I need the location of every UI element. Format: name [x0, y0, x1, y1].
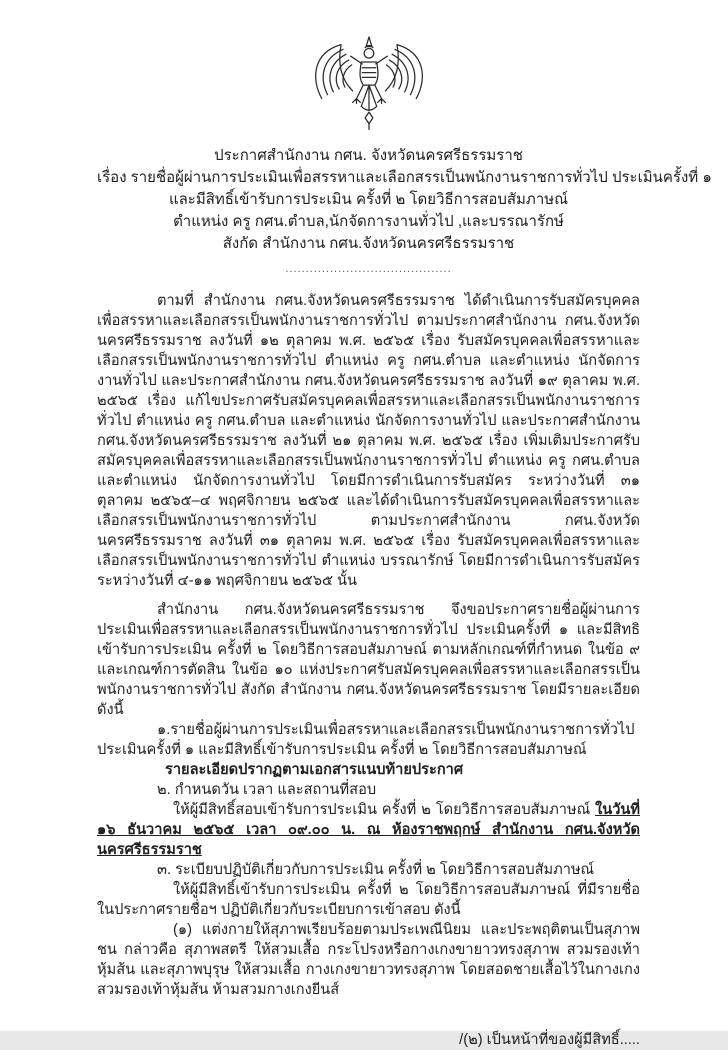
garuda-emblem-icon — [305, 35, 433, 141]
interview-instructions: ให้ผู้มีสิทธิ์เข้ารับการประเมิน ครั้งที่ ๒ โดยวิธีการสอบสัมภาษณ์ ที่มีรายชื่อในประกาศรายชื่อฯ ปฏิบัติเกี่ยวกับระเบียบการเข้าสอบ ดังนี้ — [97, 882, 640, 918]
dress-code-clause: (๑) แต่งกายให้สุภาพเรียบร้อยตามประเพณีนิยม และประพฤติตนเป็นสุภาพชน กล่าวคือ สุภาพสตรี ให้สวมเสื้อ กระโปรงหรือกางเกงขายาวทรงสุภาพ สวมรองเท้าหุ้มส้น และสุภาพบุรุษ ให้สวมเสื้อ กางเกงขายาวทรงสุภาพ โดยสอดชายเสื้อไว้ในกางเกง สวมรองเท้าหุ้มส้น ห้ามสวมกางเกงยีนส์ — [97, 922, 640, 998]
dotted-divider: ......................................... — [285, 263, 452, 275]
announcement-office-line: ประกาศสำนักงาน กศน. จังหวัดนครศรีธรรมราช — [214, 147, 523, 164]
list-item-1: ๑.รายชื่อผู้ผ่านการประเมินเพื่อสรรหาและเลือกสรรเป็นพนักงานราชการทั่วไป ประเมินครั้งที่ ๑ และมีสิทธิ์เข้ารับการประเมิน ครั้งที่ ๒ โดยวิธีการสอบสัมภาษณ์ — [97, 722, 635, 758]
exam-schedule-lead: ให้ผู้มีสิทธิ์สอบเข้ารับการประเมิน ครั้งที่ ๒ โดยวิธีการสอบสัมภาษณ์ — [173, 802, 596, 818]
affiliation-line: สังกัด สำนักงาน กศน.จังหวัดนครศรีธรรมราช — [222, 235, 515, 252]
exam-schedule-highlight: ในวันที่ ๑๖ ธันวาคม ๒๕๖๕ เวลา ๐๙.๐๐ น. ณ ห้องราชพฤกษ์ สำนักงาน กศน.จังหวัดนครศรีธรรมราช — [97, 802, 640, 858]
title-block — [97, 145, 712, 255]
list-item-3: ๓. ระเบียบปฏิบัติเกี่ยวกับการประเมิน ครั้งที่ ๒ โดยวิธีการสอบสัมภาษณ์ — [157, 862, 595, 878]
page-continuation-note: /(๒) เป็นหน้าที่ของผู้มีสิทธิ์..... — [459, 1032, 640, 1048]
paragraph-announcement: สำนักงาน กศน.จังหวัดนครศรีธรรมราช จึงขอประกาศรายชื่อผู้ผ่านการประเมินเพื่อสรรหาและเลือกสรรเป็นพนักงานราชการทั่วไป ประเมินครั้งที่ ๑ และมีสิทธิเข้ารับการประเมิน ครั้งที่ ๒ โดยวิธีการสอบสัมภาษณ์ ตามหลักเกณฑ์ที่กำหนด ในข้อ ๙ และเกณฑ์การตัดสิน ในข้อ ๑๐ แห่งประกาศรับสมัครบุคคลเพื่อสรรหาและเลือกสรรเป็นพนักงานราชการทั่วไป สังกัด สำนักงาน กศน.จังหวัดนครศรีธรรมราช โดยมีรายละเอียด ดังนี้ — [97, 602, 640, 718]
paragraph-recruitment-background: ตามที่ สำนักงาน กศน.จังหวัดนครศรีธรรมราช ได้ดำเนินการรับสมัครบุคคลเพื่อสรรหาและเลือกสรรเป็นพนักงานราชการทั่วไป ตามประกาศสำนักงาน กศน.จังหวัดนครศรีธรรมราช ลงวันที่ ๑๒ ตุลาคม พ.ศ. ๒๕๖๕ เรื่อง รับสมัครบุคคลเพื่อสรรหาและเลือกสรรเป็นพนักงานราชการทั่วไป ตำแหน่ง ครู กศน.ตำบล และตำแหน่ง นักจัดการงานทั่วไป และประกาศสำนักงาน กศน.จังหวัดนครศรีธรรมราช ลงวันที่ ๑๙ ตุลาคม พ.ศ. ๒๕๖๕ เรื่อง แก้ไขประกาศรับสมัครบุคคลเพื่อสรรหาและเลือกสรรเป็นพนักงานราชการทั่วไป ตำแหน่ง ครู กศน.ตำบล และตำแหน่ง นักจัดการงานทั่วไป และประกาศสำนักงาน กศน.จังหวัดนครศรีธรรมราช ลงวันที่ ๒๑ ตุลาคม พ.ศ. ๒๕๖๕ เรื่อง เพิ่มเติมประกาศรับสมัครบุคคลเพื่อสรรหาและเลือกสรรเป็นพนักงานราชการทั่วไป ตำแหน่ง ครู กศน.ตำบล และตำแหน่ง นักจัดการงานทั่วไป โดยมีการดำเนินการรับสมัคร ระหว่างวันที่ ๓๑ ตุลาคม ๒๕๖๕–๔ พฤศจิกายน ๒๕๖๕ และได้ดำเนินการรับสมัครบุคคลเพื่อสรรหาและเลือกสรรเป็นพนักงานราชการทั่วไป ตามประกาศสำนักงาน กศน.จังหวัดนครศรีธรรมราช ลงวันที่ ๓๑ ตุลาคม พ.ศ. ๒๕๖๕ เรื่อง รับสมัครบุคคลเพื่อสรรหาและเลือกสรรเป็นพนักงานราชการทั่วไป ตำแหน่ง บรรณารักษ์ โดยมีการดำเนินการรับสมัคร ระหว่างวันที่ ๔-๑๑ พฤศจิกายน ๒๕๖๕ นั้น — [97, 293, 640, 589]
attachment-note: รายละเอียดปรากฏตามเอกสารแนบท้ายประกาศ — [165, 762, 464, 778]
subject-line-2: และมีสิทธิ์เข้ารับการประเมิน ครั้งที่ ๒ โดยวิธีการสอบสัมภาษณ์ — [168, 191, 569, 208]
list-item-2: ๒. กำหนดวัน เวลา และสถานที่สอบ — [157, 782, 377, 798]
exam-schedule-paragraph — [97, 800, 640, 860]
position-line: ตำแหน่ง ครู กศน.ตำบล,นักจัดการงานทั่วไป ,และบรรณารักษ์ — [173, 213, 564, 230]
subject-line-1: เรื่อง รายชื่อผู้ผ่านการประเมินเพื่อสรรหาและเลือกสรรเป็นพนักงานราชการทั่วไป ประเมินครั้งที่ ๑ — [97, 169, 712, 186]
emblem-container — [97, 35, 640, 143]
